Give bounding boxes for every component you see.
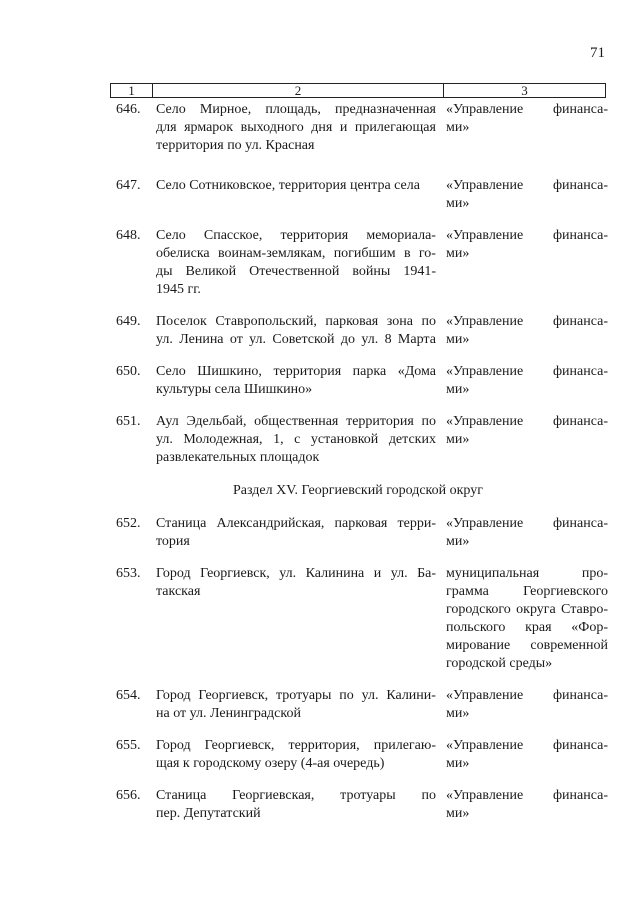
- funding-source: «Управление финанса- ми»: [446, 738, 608, 771]
- funding-source: «Управление финанса- ми»: [446, 516, 608, 549]
- table-row: [116, 227, 608, 299]
- funding-source: «Управление финанса- ми»: [446, 364, 608, 397]
- table-row: [116, 737, 608, 773]
- funding-source: «Управление финанса- ми»: [446, 414, 608, 447]
- row-number: 650.: [116, 364, 141, 379]
- territory-name: Аул Эдельбай, общественная территория по ул. Молодежная, 1, с установкой детских развлекательных площадок: [156, 414, 436, 465]
- table-row: [116, 177, 608, 213]
- table-row: [116, 687, 608, 723]
- column-header-1: 1: [111, 84, 153, 98]
- row-number: 651.: [116, 414, 141, 429]
- territory-name: Село Мирное, площадь, предназначенная для ярмарок выходного дня и прилегающая территория по ул. Красная: [156, 102, 436, 153]
- territory-name: Село Спасское, территория мемориала- обелиска воинам-землякам, погибшим в го- ды Великой Отечественной войны 1941- 1945 гг.: [156, 228, 436, 297]
- row-number: 652.: [116, 516, 141, 531]
- territory-name: Станица Александрийская, парковая терри- тория: [156, 516, 436, 549]
- row-number: 655.: [116, 738, 141, 753]
- table-row: [116, 413, 608, 467]
- territory-name: Поселок Ставропольский, парковая зона по ул. Ленина от ул. Советской до ул. 8 Марта: [156, 314, 436, 347]
- row-number: 648.: [116, 228, 141, 243]
- funding-source: «Управление финанса- ми»: [446, 314, 608, 347]
- territory-name: Село Сотниковское, территория центра села: [156, 178, 420, 193]
- row-number: 653.: [116, 566, 141, 581]
- funding-source: «Управление финанса- ми»: [446, 102, 608, 135]
- territory-name: Город Георгиевск, ул. Калинина и ул. Ба- такская: [156, 566, 436, 599]
- table-body: [116, 97, 608, 823]
- row-number: 646.: [116, 102, 141, 117]
- row-number: 649.: [116, 314, 141, 329]
- table-header: [110, 83, 606, 98]
- funding-source: «Управление финанса- ми»: [446, 688, 608, 721]
- table-row: [116, 565, 608, 673]
- table-row: [116, 363, 608, 399]
- section-title: Раздел XV. Георгиевский городской округ: [232, 483, 483, 498]
- column-header-2: 2: [153, 84, 444, 98]
- funding-source: «Управление финанса- ми»: [446, 788, 608, 821]
- funding-source: «Управление финанса- ми»: [446, 178, 608, 211]
- column-header-3: 3: [444, 84, 606, 98]
- territory-name: Город Георгиевск, территория, прилегаю- щая к городскому озеру (4-ая очередь): [156, 738, 436, 771]
- funding-source: «Управление финанса- ми»: [446, 228, 608, 261]
- table-row: [116, 787, 608, 823]
- territory-name: Станица Георгиевская, тротуары по пер. Депутатский: [156, 788, 436, 821]
- table-row: [116, 515, 608, 551]
- row-number: 654.: [116, 688, 141, 703]
- table-row: [116, 313, 608, 349]
- funding-source: муниципальная про- грамма Георгиевского городского округа Ставро- польского края «Фор- мирование современной городской среды»: [446, 566, 608, 671]
- table-row: [116, 101, 608, 155]
- territory-name: Село Шишкино, территория парка «Дома культуры села Шишкино»: [156, 364, 436, 397]
- row-number: 647.: [116, 178, 141, 193]
- page-number: 71: [590, 45, 605, 61]
- row-number: 656.: [116, 788, 141, 803]
- territory-name: Город Георгиевск, тротуары по ул. Калини- на от ул. Ленинградской: [156, 688, 436, 721]
